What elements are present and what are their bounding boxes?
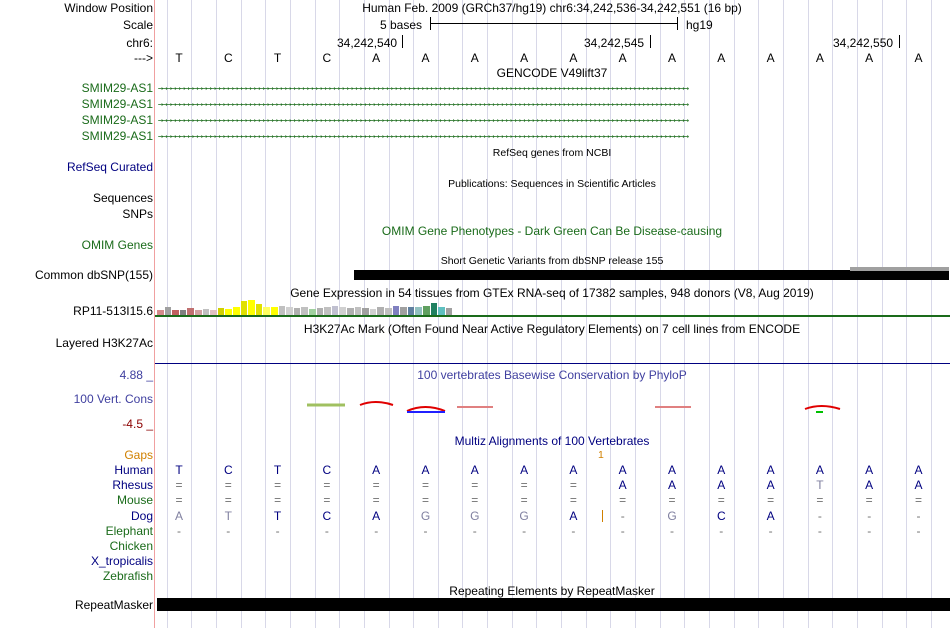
species-label-x_tropicalis[interactable]: X_tropicalis <box>90 554 153 569</box>
gaps-label[interactable]: Gaps <box>124 448 153 462</box>
alignment-base: A <box>372 508 381 523</box>
alignment-base: - <box>472 523 477 538</box>
scale-bar <box>430 23 678 24</box>
gencode-label-3[interactable]: SMIM29-AS1 <box>81 113 153 127</box>
gencode-label-2[interactable]: SMIM29-AS1 <box>81 97 153 111</box>
scale-label: Scale <box>122 18 153 32</box>
pubs-title: Publications: Sequences in Scientific Articles <box>448 178 656 190</box>
dbsnp-title: Short Genetic Variants from dbSNP release 155 <box>440 255 664 267</box>
species-label-dog[interactable]: Dog <box>130 508 153 523</box>
gtex-tissue-bar[interactable] <box>187 308 194 315</box>
alignment-base: - <box>275 523 280 538</box>
alignment-base: A <box>717 478 726 493</box>
alignment-base: = <box>224 478 232 493</box>
omim-label[interactable]: OMIM Genes <box>81 238 153 252</box>
grid-line <box>462 0 463 628</box>
sequence-base: C <box>322 51 332 65</box>
gtex-tissue-bar[interactable] <box>301 307 308 315</box>
repeat-feature[interactable] <box>157 598 950 611</box>
alignment-base: G <box>667 508 677 523</box>
gtex-tissue-bar[interactable] <box>263 307 270 315</box>
label-divider <box>154 0 155 628</box>
gene-feature-3[interactable]: →→→→→→→→→→→→→→→→→→→→→→→→→→→→→→→→→→→→→→→→→→→→→→→→→→→→→→→→→→→→→→→→→→→→→→→→→→→→→→→→→→→→→→→→→→→→→→→→→→→→→→→→→→→→→→→→→→→→→→→→ <box>158 116 689 126</box>
gtex-tissue-bar[interactable] <box>256 304 263 315</box>
gtex-tissue-bar[interactable] <box>248 300 255 315</box>
alignment-base: A <box>766 478 775 493</box>
alignment-base: A <box>914 463 923 477</box>
grid-line <box>758 0 759 628</box>
alignment-base: - <box>916 523 921 538</box>
alignment-base: - <box>867 523 872 538</box>
alignment-base: - <box>670 523 674 538</box>
grid-line <box>832 0 833 628</box>
alignment-base: = <box>421 493 430 508</box>
sequence-base: T <box>175 51 183 65</box>
gtex-tissue-bar[interactable] <box>377 307 384 315</box>
alignment-base: A <box>520 463 529 477</box>
alignment-base: = <box>767 493 775 508</box>
alignment-base: = <box>175 478 183 493</box>
cons-label[interactable]: 100 Vert. Cons <box>73 392 153 406</box>
alignment-base: = <box>569 478 577 493</box>
alignment-base: A <box>717 463 726 477</box>
gtex-tissue-bar[interactable] <box>286 307 293 315</box>
gtex-tissue-bar[interactable] <box>385 308 392 315</box>
sequence-base: A <box>421 51 430 65</box>
alignment-base: = <box>323 493 331 508</box>
alignment-base: - <box>817 508 822 523</box>
alignment-base: A <box>618 463 627 477</box>
alignment-base: - <box>522 523 527 538</box>
strand-label: ---> <box>134 51 153 65</box>
alignment-base: C <box>322 508 332 523</box>
gtex-tissue-bar[interactable] <box>393 306 400 315</box>
gene-feature-4[interactable]: →→→→→→→→→→→→→→→→→→→→→→→→→→→→→→→→→→→→→→→→→→→→→→→→→→→→→→→→→→→→→→→→→→→→→→→→→→→→→→→→→→→→→→→→→→→→→→→→→→→→→→→→→→→→→→→→→→→→→→→→ <box>158 132 689 142</box>
gtex-tissue-bar[interactable] <box>355 307 362 315</box>
alignment-base: = <box>224 493 232 508</box>
gtex-tissue-bar[interactable] <box>279 306 286 315</box>
omim-title: OMIM Gene Phenotypes - Dark Green Can Be Disease-causing <box>381 224 723 238</box>
refseq-label[interactable]: RefSeq Curated <box>66 160 153 174</box>
species-label-human[interactable]: Human <box>114 463 153 477</box>
position-1: 34,242,540 <box>337 36 398 50</box>
gtex-tissue-bar[interactable] <box>332 306 339 315</box>
alignment-base: T <box>273 508 282 523</box>
dbsnp-feature-end[interactable] <box>850 270 949 280</box>
grid-line <box>586 0 587 628</box>
gencode-title: GENCODE V49lift37 <box>496 66 608 80</box>
alignment-base: = <box>668 493 676 508</box>
alignment-base: A <box>569 508 578 523</box>
alignment-base: = <box>520 493 528 508</box>
position-tick-2 <box>650 35 651 48</box>
alignment-base: G <box>519 508 529 523</box>
cons-max-label: 4.88 _ <box>119 368 153 382</box>
alignment-base: = <box>274 493 282 508</box>
alignment-base: = <box>421 478 430 493</box>
gencode-label-1[interactable]: SMIM29-AS1 <box>81 81 153 95</box>
alignment-base: A <box>865 478 874 493</box>
alignment-base: C <box>322 463 332 477</box>
position-tick-1 <box>402 35 403 48</box>
dbsnp-feature-gray <box>850 267 949 271</box>
alignment-base: - <box>817 523 822 538</box>
alignment-base: A <box>372 463 381 477</box>
repeat-label[interactable]: RepeatMasker <box>74 598 153 612</box>
sequence-base: A <box>766 51 775 65</box>
gtex-label[interactable]: RP11-513I15.6 <box>73 304 153 318</box>
alignment-base: = <box>914 493 923 508</box>
gtex-tissue-bar[interactable] <box>294 308 301 315</box>
alignment-base: A <box>766 508 775 523</box>
alignment-base: = <box>372 493 380 508</box>
alignment-base: - <box>571 523 576 538</box>
phylop-segment-3 <box>407 407 445 411</box>
grid-line <box>882 0 883 628</box>
sequence-base: A <box>618 51 627 65</box>
position-2: 34,242,545 <box>584 36 645 50</box>
gtex-tissue-bar[interactable] <box>438 307 445 315</box>
alignment-base: T <box>175 463 183 477</box>
alignment-base: A <box>569 463 578 477</box>
species-label-mouse[interactable]: Mouse <box>116 493 153 508</box>
sequence-base: A <box>520 51 529 65</box>
grid-line <box>660 0 661 628</box>
alignment-base: A <box>865 463 874 477</box>
position-3: 34,242,550 <box>833 36 894 50</box>
gene-feature-2[interactable]: →→→→→→→→→→→→→→→→→→→→→→→→→→→→→→→→→→→→→→→→→→→→→→→→→→→→→→→→→→→→→→→→→→→→→→→→→→→→→→→→→→→→→→→→→→→→→→→→→→→→→→→→→→→→→→→→→→→→→→→→ <box>158 100 689 110</box>
gtex-tissue-bar[interactable] <box>446 308 453 315</box>
alignment-base: C <box>223 463 233 477</box>
gtex-tissue-bar[interactable] <box>408 307 415 315</box>
gtex-tissue-bar[interactable] <box>423 306 430 315</box>
alignment-base: T <box>224 508 232 523</box>
species-label-zebrafish[interactable]: Zebrafish <box>102 569 153 584</box>
alignment-base: T <box>273 463 282 477</box>
window-position-label: Window Position <box>64 1 153 15</box>
alignment-base: G <box>470 508 480 523</box>
sequence-base: C <box>223 51 233 65</box>
alignment-base: - <box>916 508 921 523</box>
alignment-base: = <box>274 478 282 493</box>
alignment-base: A <box>667 478 677 493</box>
multiz-title: Multiz Alignments of 100 Vertebrates <box>454 434 650 448</box>
grid-line <box>610 0 611 628</box>
gtex-gene-line <box>155 315 950 317</box>
grid-line <box>512 0 513 628</box>
sequence-base: A <box>372 51 381 65</box>
gtex-tissue-bar[interactable] <box>339 307 346 315</box>
grid-line <box>536 0 537 628</box>
scale-bar-right-tick <box>677 17 678 30</box>
alignment-base: - <box>768 523 773 538</box>
alignment-base: C <box>716 508 726 523</box>
chrom-label: chr6: <box>126 36 153 50</box>
sequence-base: A <box>717 51 726 65</box>
alignment-base: - <box>177 523 181 538</box>
alignment-base: - <box>620 508 625 523</box>
species-label-rhesus[interactable]: Rhesus <box>112 478 153 493</box>
h3k27ac-title: H3K27Ac Mark (Often Found Near Active Regulatory Elements) on 7 cell lines from ENCODE <box>303 322 801 336</box>
sequence-base: A <box>815 51 824 65</box>
alignment-base: - <box>374 523 379 538</box>
alignment-base: A <box>914 478 923 493</box>
gtex-tissue-bar[interactable] <box>233 307 240 315</box>
gtex-tissue-bar[interactable] <box>362 308 369 315</box>
gtex-tissue-bar[interactable] <box>324 307 331 315</box>
alignment-base: - <box>423 523 428 538</box>
gtex-tissue-bar[interactable] <box>347 308 354 315</box>
grid-line <box>783 0 784 628</box>
gtex-tissue-bar[interactable] <box>218 308 225 315</box>
alignment-base: - <box>226 523 231 538</box>
alignment-base: A <box>815 463 824 477</box>
refseq-title: RefSeq genes from NCBI <box>492 147 612 159</box>
gtex-tissue-bar[interactable] <box>165 307 172 315</box>
alignment-base: G <box>420 508 431 523</box>
gap-marker: 1 <box>598 449 604 461</box>
gtex-title: Gene Expression in 54 tissues from GTEx RNA-seq of 17382 samples, 948 donors (V8, Aug 2019) <box>290 286 814 300</box>
alignment-base: - <box>719 523 724 538</box>
species-label-elephant[interactable]: Elephant <box>105 523 153 538</box>
sequence-base: A <box>470 51 479 65</box>
sequence-base: A <box>865 51 874 65</box>
position-tick-3 <box>899 35 900 48</box>
dbsnp-feature-black[interactable] <box>354 270 850 280</box>
alignment-base: A <box>470 463 479 477</box>
alignment-base: = <box>520 478 528 493</box>
alignment-base: = <box>619 493 627 508</box>
window-position-value: Human Feb. 2009 (GRCh37/hg19) chr6:34,242,536-34,242,551 (16 bp) <box>362 1 742 15</box>
grid-line <box>808 0 809 628</box>
gtex-tissue-bar[interactable] <box>400 307 407 315</box>
snps-label[interactable]: SNPs <box>122 207 153 221</box>
repeat-title: Repeating Elements by RepeatMasker <box>449 584 655 598</box>
sequence-base: A <box>569 51 578 65</box>
sequence-base: A <box>667 51 677 65</box>
sequences-label[interactable]: Sequences <box>92 191 153 205</box>
alignment-base: = <box>471 493 479 508</box>
alignment-base: - <box>620 523 625 538</box>
gtex-tissue-bar[interactable] <box>241 301 248 315</box>
cons-title: 100 vertebrates Basewise Conservation by PhyloP <box>417 368 687 382</box>
alignment-base: = <box>865 493 873 508</box>
scale-text: 5 bases <box>380 18 423 32</box>
alignment-base: A <box>174 508 184 523</box>
gtex-tissue-bar[interactable] <box>271 307 278 315</box>
dog-gap-marker <box>602 510 603 522</box>
h3k27ac-baseline <box>155 363 950 364</box>
alignment-base: A <box>421 463 430 477</box>
species-label-chicken[interactable]: Chicken <box>109 539 153 553</box>
phylop-plot[interactable] <box>155 395 950 417</box>
gtex-tissue-bar[interactable] <box>431 303 438 315</box>
alignment-base: = <box>372 478 380 493</box>
gencode-label-4[interactable]: SMIM29-AS1 <box>81 129 153 143</box>
scale-assembly: hg19 <box>686 18 713 32</box>
alignment-base: A <box>667 463 677 477</box>
phylop-segment-7 <box>805 406 840 409</box>
alignment-base: = <box>816 493 824 508</box>
alignment-base: = <box>175 493 183 508</box>
grid-line <box>734 0 735 628</box>
alignment-base: = <box>323 478 331 493</box>
sequence-base: T <box>273 51 282 65</box>
alignment-base: = <box>717 493 725 508</box>
alignment-base: = <box>471 478 479 493</box>
alignment-base: = <box>569 493 577 508</box>
grid-line <box>635 0 636 628</box>
grid-line <box>684 0 685 628</box>
grid-line <box>561 0 562 628</box>
dbsnp-label[interactable]: Common dbSNP(155) <box>34 268 153 282</box>
grid-line <box>857 0 858 628</box>
gene-feature-1[interactable]: →→→→→→→→→→→→→→→→→→→→→→→→→→→→→→→→→→→→→→→→→→→→→→→→→→→→→→→→→→→→→→→→→→→→→→→→→→→→→→→→→→→→→→→→→→→→→→→→→→→→→→→→→→→→→→→→→→→→→→→→ <box>158 84 689 94</box>
alignment-base: A <box>618 478 627 493</box>
grid-line <box>906 0 907 628</box>
alignment-base: T <box>816 478 824 493</box>
alignment-base: - <box>324 523 329 538</box>
h3k27ac-label[interactable]: Layered H3K27Ac <box>55 336 153 350</box>
grid-line <box>709 0 710 628</box>
sequence-base: A <box>914 51 923 65</box>
gtex-tissue-bar[interactable] <box>317 308 324 315</box>
alignment-base: A <box>766 463 775 477</box>
alignment-base: - <box>867 508 872 523</box>
grid-line <box>487 0 488 628</box>
gtex-tissue-bar[interactable] <box>415 307 422 315</box>
cons-min-label: -4.5 _ <box>122 417 153 431</box>
phylop-segment-2 <box>360 402 393 405</box>
grid-line <box>931 0 932 628</box>
